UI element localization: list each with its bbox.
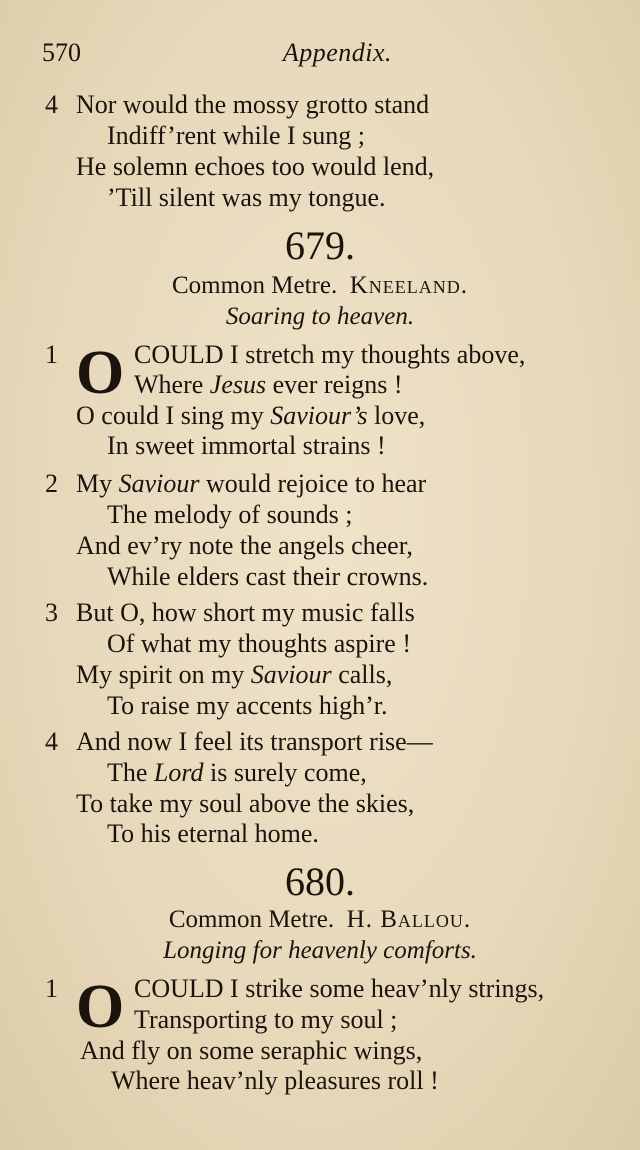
verse-line: To take my soul above the skies, <box>76 789 415 818</box>
verse-number: 1 <box>45 974 58 1003</box>
tune-name: H. Ballou. <box>346 906 472 933</box>
tune-name: Kneeland. <box>349 272 469 299</box>
verse-line: Where Jesus ever reigns ! <box>134 370 403 399</box>
drop-cap: O <box>76 339 125 407</box>
verse-line: To his eternal home. <box>107 819 319 848</box>
verse-line: COULD I strike some heav’nly strings, <box>134 974 545 1003</box>
meter-label: Common Metre. <box>168 906 335 933</box>
verse-line: ’Till silent was my tongue. <box>107 183 386 212</box>
verse-line: The melody of sounds ; <box>107 500 353 529</box>
hymn-meter <box>0 272 640 300</box>
hymn-number: 679. <box>285 223 355 268</box>
verse-line: Where heav’nly pleasures roll ! <box>111 1066 439 1095</box>
meter-label: Common Metre. <box>171 272 338 299</box>
verse-line: In sweet immortal strains ! <box>107 431 386 460</box>
verse-number: 3 <box>45 598 58 627</box>
verse-line: The Lord is surely come, <box>107 758 367 787</box>
page-number: 570 <box>42 38 81 67</box>
verse-line: While elders cast their crowns. <box>107 562 429 591</box>
verse-line: Indiff’rent while I sung ; <box>107 121 366 150</box>
verse-line: And ev’ry note the angels cheer, <box>76 531 413 560</box>
running-head: Appendix. <box>282 38 392 67</box>
verse-line: To raise my accents high’r. <box>107 691 388 720</box>
verse-line: Transporting to my soul ; <box>134 1005 398 1034</box>
verse-number: 1 <box>45 340 58 369</box>
verse-line: My spirit on my Saviour calls, <box>76 660 393 689</box>
verse-number: 2 <box>45 469 58 498</box>
verse-line: COULD I stretch my thoughts above, <box>134 340 526 369</box>
page-header <box>42 38 392 74</box>
hymn-subject: Longing for heavenly comforts. <box>163 937 477 964</box>
hymn-subject: Soaring to heaven. <box>225 303 415 330</box>
verse-number: 4 <box>45 90 58 119</box>
verse-number: 4 <box>45 727 58 756</box>
drop-cap: O <box>76 973 125 1041</box>
verse-line: O could I sing my Saviour’s love, <box>76 401 426 430</box>
verse-line: Nor would the mossy grotto stand <box>76 90 430 119</box>
verse-line: He solemn echoes too would lend, <box>76 152 435 181</box>
verse-line: But O, how short my music falls <box>76 598 415 627</box>
verse-line: My Saviour would rejoice to hear <box>76 469 427 498</box>
hymn-number: 680. <box>285 859 355 904</box>
hymn-meter <box>0 906 640 934</box>
verse-line: And fly on some seraphic wings, <box>80 1036 423 1065</box>
verse-line: And now I feel its transport rise— <box>76 727 433 756</box>
verse-line: Of what my thoughts aspire ! <box>107 629 412 658</box>
